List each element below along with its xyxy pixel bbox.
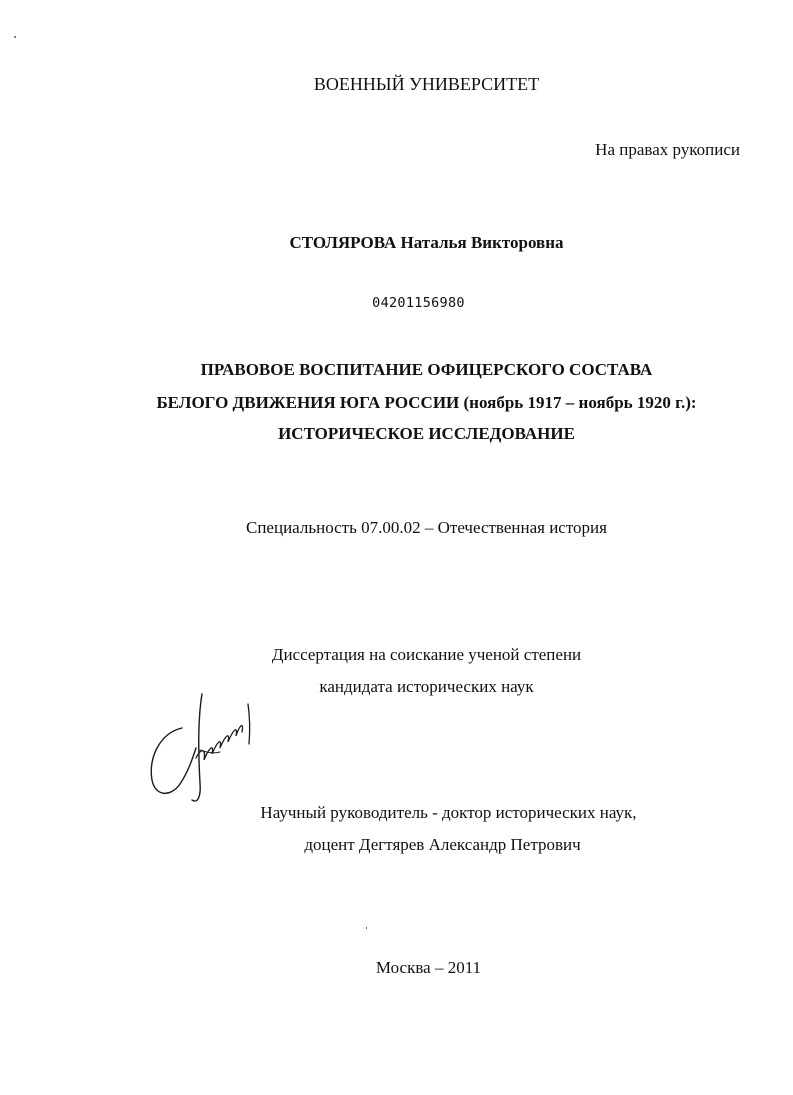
handwritten-signature bbox=[140, 688, 260, 808]
rights-note: На правах рукописи bbox=[595, 140, 740, 159]
place-year: Москва – 2011 bbox=[375, 958, 482, 977]
university-name: ВОЕННЫЙ УНИВЕРСИТЕТ bbox=[313, 74, 540, 94]
advisor-line-2: доцент Дегтярев Александр Петрович bbox=[304, 835, 581, 854]
author-name: СТОЛЯРОВА Наталья Викторовна bbox=[289, 233, 564, 252]
title-line-1: ПРАВОВОЕ ВОСПИТАНИЕ ОФИЦЕРСКОГО СОСТАВА bbox=[200, 360, 653, 379]
degree-line-2: кандидата исторических наук bbox=[319, 677, 534, 696]
specialty: Специальность 07.00.02 – Отечественная история bbox=[246, 518, 607, 537]
degree-line-1: Диссертация на соискание ученой степени bbox=[271, 645, 582, 664]
advisor-line-1: Научный руководитель - доктор исторических наук, bbox=[260, 803, 637, 822]
title-line-2: БЕЛОГО ДВИЖЕНИЯ ЮГА РОССИИ (ноябрь 1917 – ноябрь 1920 г.): bbox=[156, 393, 697, 412]
registration-code: 04201156980 bbox=[372, 295, 465, 311]
scan-speck bbox=[14, 36, 16, 38]
title-line-3: ИСТОРИЧЕСКОЕ ИССЛЕДОВАНИЕ bbox=[278, 424, 575, 443]
scan-speck bbox=[366, 927, 367, 929]
